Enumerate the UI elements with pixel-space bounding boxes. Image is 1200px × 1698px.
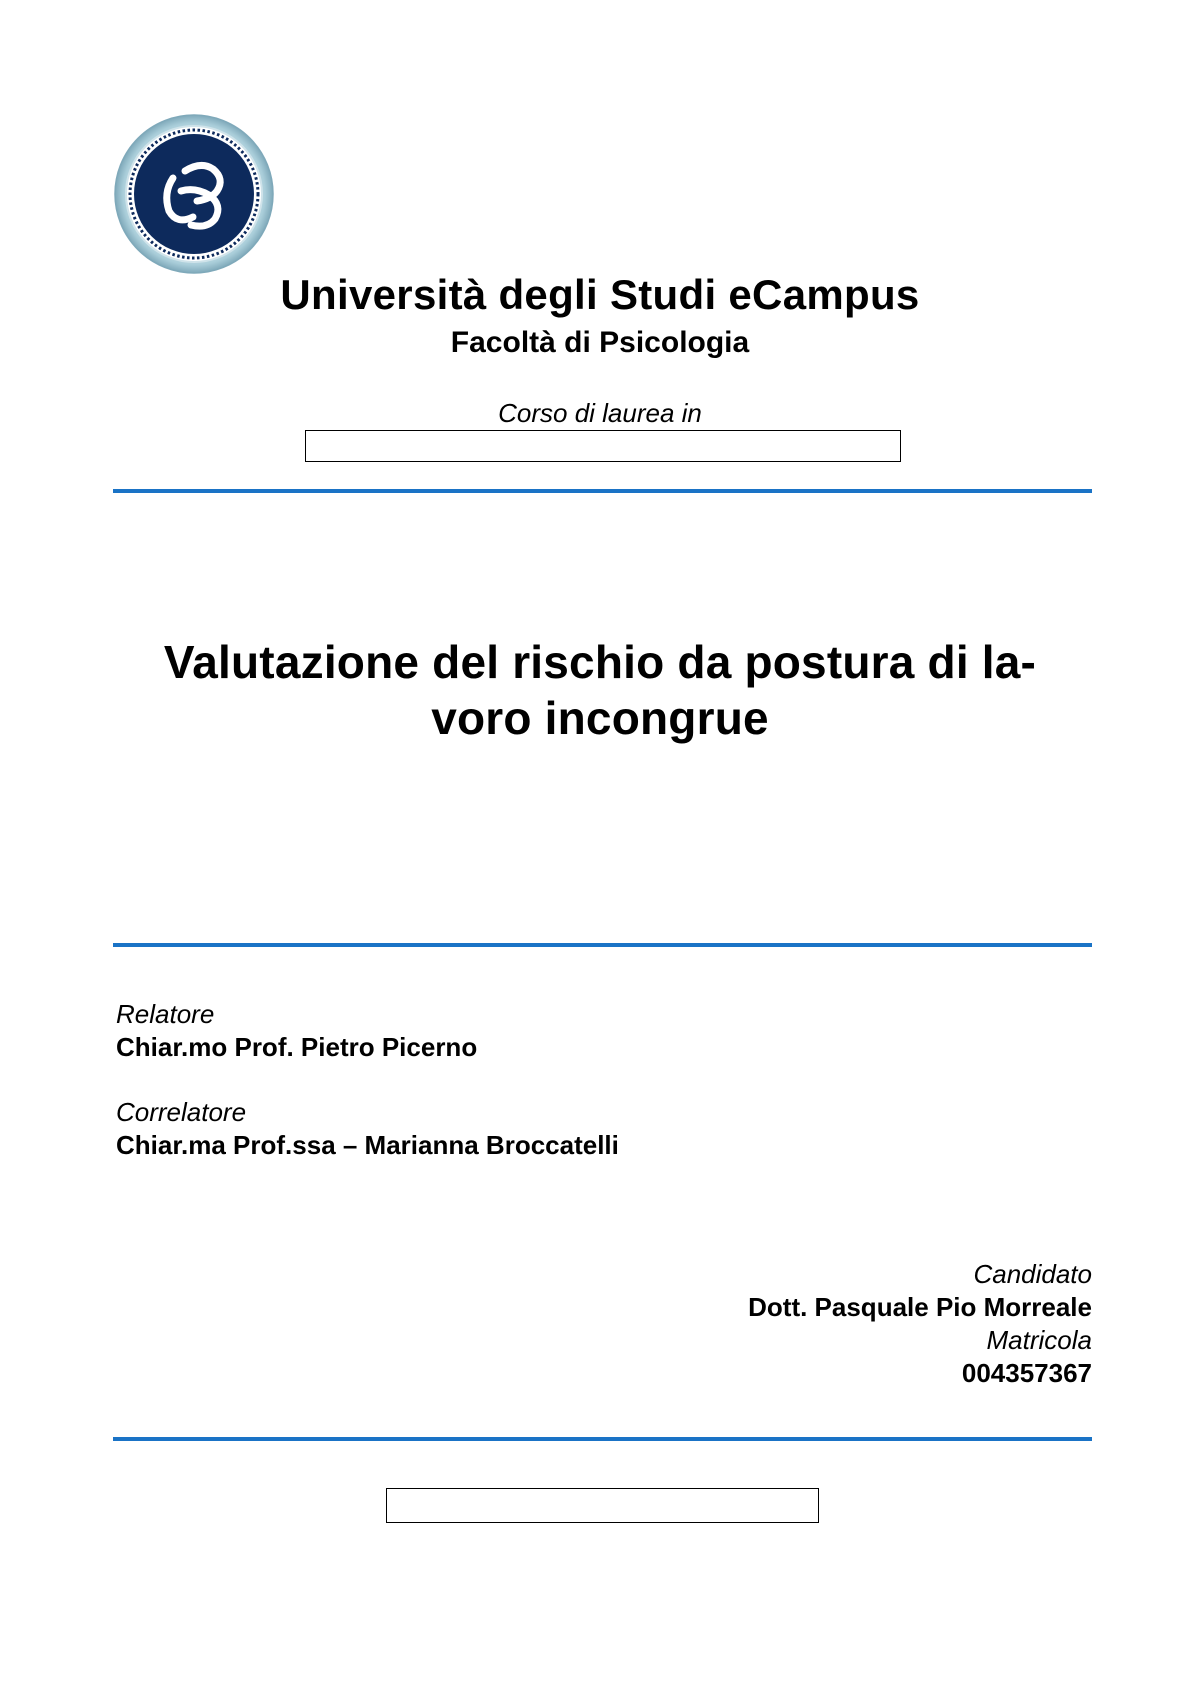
academic-year-field[interactable] [386,1488,819,1523]
thesis-title [100,634,1100,746]
thesis-title-line-1: Valutazione del rischio da postura di la- [163,636,1037,688]
candidato-label: Candidato [973,1259,1092,1289]
divider-middle [113,943,1092,947]
candidato-name: Dott. Pasquale Pio Morreale [748,1292,1092,1322]
university-name: Università degli Studi eCampus [280,271,920,318]
relatore-block [116,998,477,1064]
relatore-label: Relatore [116,999,215,1029]
matricola-label: Matricola [986,1325,1092,1355]
faculty-name: Facoltà di Psicologia [450,326,750,359]
correlatore-name: Chiar.ma Prof.ssa – Marianna Broccatelli [116,1130,619,1160]
matricola-number: 004357367 [961,1358,1092,1388]
candidato-block [748,1258,1092,1390]
correlatore-label: Correlatore [116,1097,247,1127]
ecampus-logo-icon [113,113,275,275]
course-field[interactable] [305,430,901,462]
thesis-title-line-2: voro incongrue [431,692,769,744]
divider-bottom [113,1437,1092,1441]
course-label: Corso di laurea in [498,398,702,428]
relatore-name: Chiar.mo Prof. Pietro Picerno [116,1032,478,1062]
divider-top [113,489,1092,493]
correlatore-block [116,1096,619,1162]
